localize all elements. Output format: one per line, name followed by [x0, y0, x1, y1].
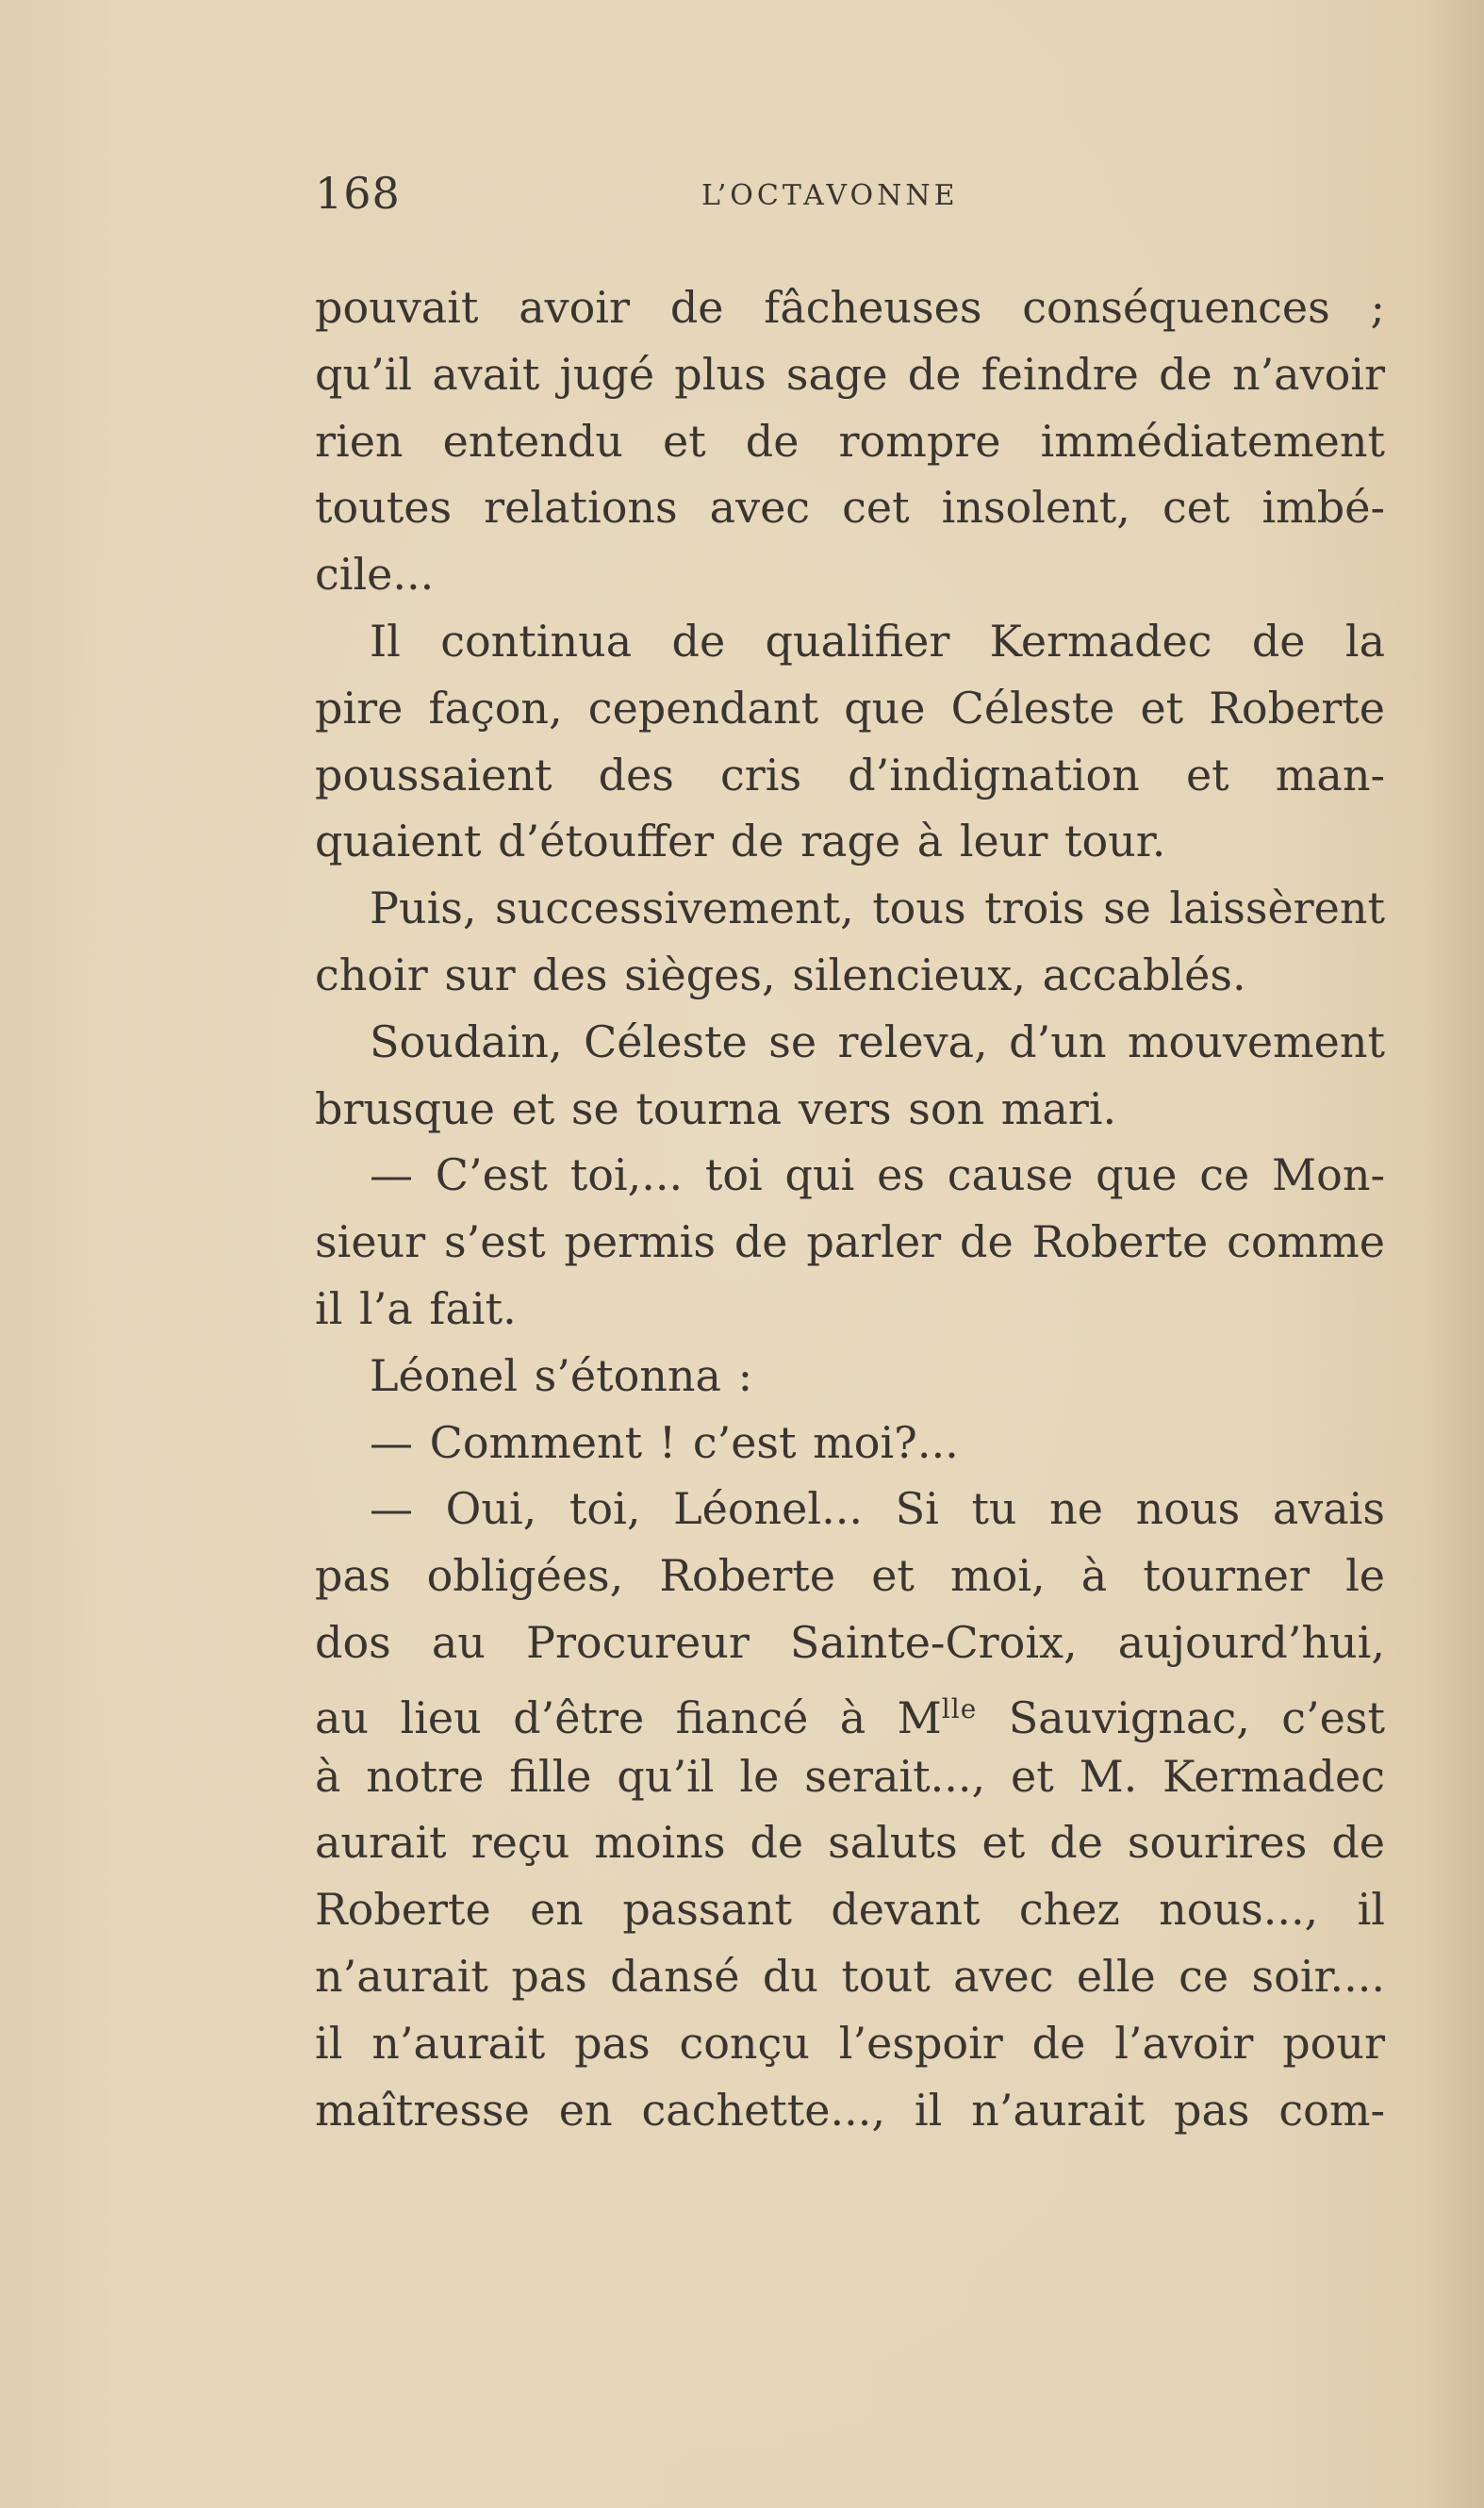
text-line: aurait reçu moins de saluts et de sourires de: [315, 1817, 1385, 1869]
text-line: — C’est toi,... toi qui es cause que ce Mon-: [370, 1149, 1385, 1201]
text-line: dos au Procureur Sainte-Croix, aujourd’hui,: [315, 1616, 1385, 1668]
text-line: à notre fille qu’il le serait..., et M. Kermadec: [315, 1750, 1385, 1802]
page-number: 168: [315, 168, 401, 219]
text-line: [315, 1676, 1385, 1743]
text-fragment: au lieu d’être fiancé à M: [315, 1691, 942, 1743]
text-fragment: Sauvignac, c’est: [977, 1691, 1385, 1743]
page-edge-shadow: [1427, 0, 1484, 2508]
text-line: — Comment ! c’est moi?...: [370, 1416, 959, 1468]
text-line: maîtresse en cachette..., il n’aurait pas com-: [315, 2084, 1385, 2136]
text-line: Roberte en passant devant chez nous..., il: [315, 1884, 1385, 1936]
text-line: qu’il avait jugé plus sage de feindre de n’avoir: [315, 348, 1385, 400]
text-line: poussaient des cris d’indignation et man-: [315, 749, 1385, 800]
text-line: pire façon, cependant que Céleste et Roberte: [315, 682, 1385, 734]
text-line: choir sur des sièges, silencieux, accablés.: [315, 949, 1246, 1000]
superscript-abbreviation: lle: [941, 1692, 978, 1724]
text-line: pas obligées, Roberte et moi, à tourner le: [315, 1550, 1385, 1602]
text-line: Puis, successivement, tous trois se laissèrent: [370, 883, 1385, 934]
body-text: [315, 274, 1385, 2143]
text-line: rien entendu et de rompre immédiatement: [315, 415, 1385, 467]
text-line: n’aurait pas dansé du tout avec elle ce soir....: [315, 1950, 1385, 2002]
text-line: pouvait avoir de fâcheuses conséquences ;: [315, 282, 1385, 333]
text-line: il l’a fait.: [315, 1282, 517, 1334]
text-line: quaient d’étouffer de rage à leur tour.: [315, 816, 1166, 867]
text-line: brusque et se tourna vers son mari.: [315, 1082, 1117, 1134]
text-line: il n’aurait pas conçu l’espoir de l’avoir pour: [315, 2017, 1385, 2069]
running-title: L’OCTAVONNE: [701, 179, 959, 212]
page-header: [315, 168, 1390, 224]
text-line: — Oui, toi, Léonel... Si tu ne nous avais: [370, 1483, 1385, 1535]
text-line: Léonel s’étonna :: [370, 1349, 753, 1401]
text-line: sieur s’est permis de parler de Roberte comme: [315, 1216, 1385, 1268]
text-line: Soudain, Céleste se releva, d’un mouvement: [370, 1015, 1385, 1067]
text-line: toutes relations avec cet insolent, cet imbé-: [315, 482, 1385, 534]
text-line: cile...: [315, 549, 435, 601]
text-line: Il continua de qualifier Kermadec de la: [370, 615, 1385, 667]
